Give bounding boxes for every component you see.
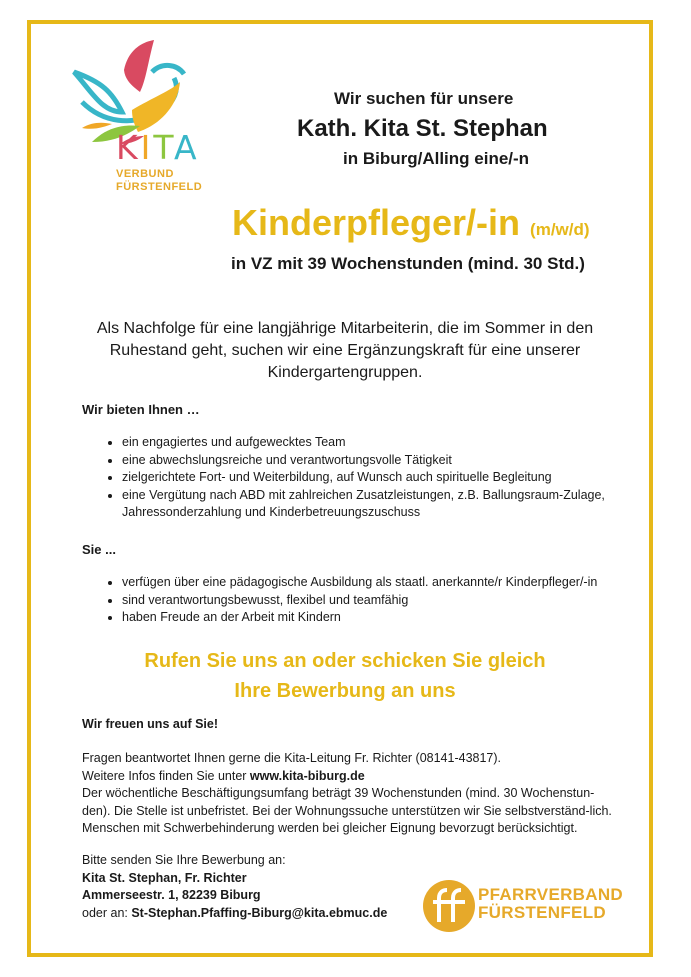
closing-text: Wir freuen uns auf Sie! — [82, 717, 219, 731]
kita-logo-text — [116, 128, 200, 167]
list-item: • sind verantwortungsbewusst, flexibel und teamfähig — [122, 592, 662, 610]
requirements-list — [82, 574, 662, 627]
info-block — [82, 750, 622, 838]
contact-address: Ammerseestr. 1, 82239 Biburg — [82, 888, 261, 902]
header-line-2: Kath. Kita St. Stephan — [297, 115, 548, 142]
list-item: • haben Freude an der Arbeit mit Kindern — [122, 609, 662, 627]
call-to-action — [70, 646, 620, 706]
list-item: • ein engagiertes und aufgewecktes Team — [122, 434, 662, 452]
cta-line-1: Rufen Sie uns an oder schicken Sie gleich — [144, 650, 546, 672]
parish-logo-line-2: FÜRSTENFELD — [478, 903, 606, 922]
logo-letter: T — [153, 128, 174, 167]
parish-logo-text — [478, 886, 623, 922]
list-item: • verfügen über eine pädagogische Ausbildung als staatl. anerkannte/r Kinderpfleger/-in — [122, 574, 662, 592]
email-link[interactable]: St-Stephan.Pfaffing-Biburg@kita.ebmuc.de — [131, 905, 388, 920]
info-details: Der wöchentliche Beschäftigungsumfang beträgt 39 Wochenstunden (mind. 30 Wochenstun-den). Die Stelle ist unbefristet. Bei der Wohnungssuche unterstützen wir Sie selbstverständ-lich. Menschen mit Schwerbehinderung werden bei gleicher Eignung bevorzugt berücksichtigt. — [82, 786, 612, 835]
info-more-prefix: Weitere Infos finden Sie unter — [82, 768, 250, 783]
list-item: • eine Vergütung nach ABD mit zahlreichen Zusatzleistungen, z.B. Ballungsraum-Zulage, Jahressonderzahlung und Kinderbetreuungszuschuss — [122, 487, 662, 522]
job-hours: in VZ mit 39 Wochenstunden (mind. 30 Std.) — [231, 254, 585, 273]
contact-email-prefix: oder an: — [82, 905, 132, 920]
contact-intro: Bitte senden Sie Ihre Bewerbung an: — [82, 853, 286, 867]
job-gender: (m/w/d) — [530, 220, 590, 239]
cta-line-2: Ihre Bewerbung an uns — [234, 680, 456, 702]
header-line-3: in Biburg/Alling eine/-n — [343, 149, 530, 168]
website-link[interactable]: www.kita-biburg.de — [249, 768, 365, 783]
logo-letter: A — [173, 128, 200, 167]
info-more — [82, 768, 622, 786]
list-item: • eine abwechslungsreiche und verantwortungsvolle Tätigkeit — [122, 452, 662, 470]
requirements-heading: Sie ... — [82, 542, 116, 557]
logo-line-2: FÜRSTENFELD — [116, 181, 203, 193]
intro-paragraph: Als Nachfolge für eine langjährige Mitarbeiterin, die im Sommer in den Ruhestand geht, suchen wir eine Ergänzungskraft für eine unserer Kindergartengruppen. — [96, 320, 594, 381]
logo-letter: I — [140, 128, 154, 167]
logo-letter: K — [116, 128, 141, 167]
info-questions: Fragen beantwortet Ihnen gerne die Kita-Leitung Fr. Richter (08141-43817). — [82, 751, 502, 765]
offer-list — [82, 434, 662, 522]
offer-heading: Wir bieten Ihnen … — [82, 402, 200, 417]
logo-line-1: VERBUND — [116, 168, 174, 180]
job-title — [232, 202, 590, 244]
job-title-text: Kinderpfleger/-in — [232, 202, 521, 243]
list-item: • zielgerichtete Fort- und Weiterbildung, auf Wunsch auch spirituelle Begleitung — [122, 469, 662, 487]
header-line-1: Wir suchen für unsere — [334, 89, 514, 108]
kita-logo-subtitle — [116, 168, 202, 194]
contact-name: Kita St. Stephan, Fr. Richter — [82, 870, 247, 885]
parish-logo-line-1: PFARRVERBAND — [478, 885, 623, 904]
